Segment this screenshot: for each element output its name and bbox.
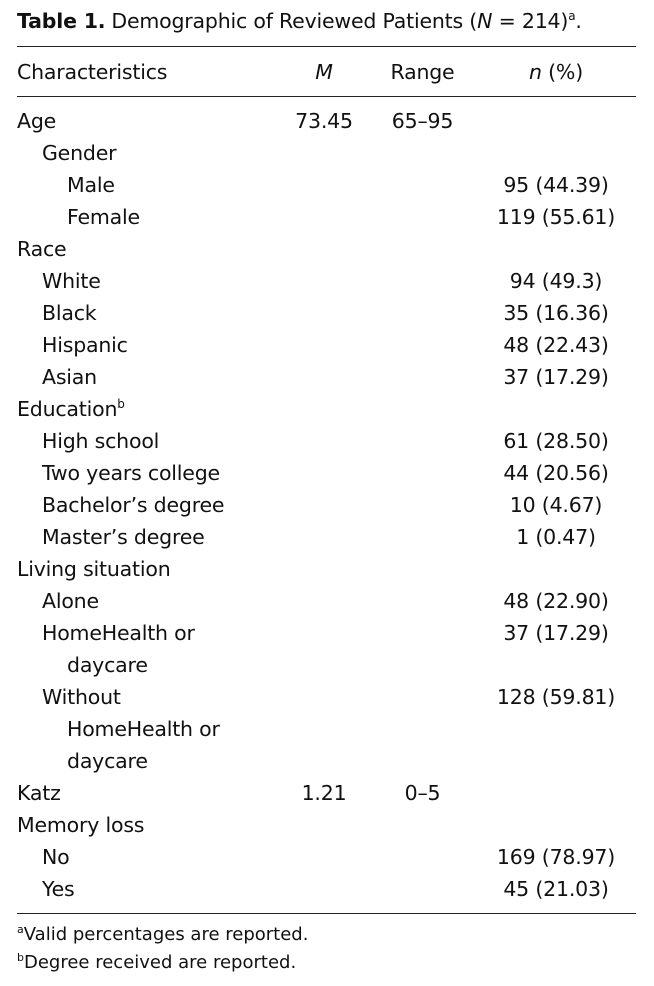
- row-n: 37 (17.29): [503, 621, 609, 645]
- row-label: Female: [67, 205, 140, 229]
- table-row: [17, 841, 636, 873]
- table-row: [17, 873, 636, 913]
- row-n: 10 (4.67): [509, 493, 603, 517]
- row-label: Katz: [17, 781, 61, 805]
- row-label: Bachelor’s degree: [42, 493, 225, 517]
- header-n-symbol: n: [529, 59, 542, 84]
- row-label: [17, 681, 279, 777]
- row-n: [476, 97, 636, 137]
- footnote-mark: a: [17, 923, 24, 936]
- row-n: 128 (59.81): [496, 685, 616, 709]
- row-n: 1 (0.47): [516, 525, 596, 549]
- table-row: [17, 265, 636, 297]
- table-label: Table 1.: [17, 9, 106, 33]
- table-row: [17, 425, 636, 457]
- table-row: [17, 97, 636, 137]
- row-label: Black: [42, 301, 97, 325]
- row-label: [17, 393, 279, 425]
- caption-end: .: [575, 9, 582, 33]
- row-n: 61 (28.50): [503, 429, 609, 453]
- row-label-line: HomeHealth or: [67, 717, 220, 741]
- table-row: [17, 521, 636, 553]
- row-label-line: daycare: [67, 653, 148, 677]
- header-n-percent: [476, 47, 636, 97]
- row-mean: 1.21: [301, 781, 347, 805]
- row-label-line: Without: [42, 685, 121, 709]
- row-mean: 73.45: [295, 109, 353, 133]
- table-row: [17, 457, 636, 489]
- row-label-line: HomeHealth or: [42, 621, 195, 645]
- table-row: [17, 233, 636, 265]
- row-n: 48 (22.90): [503, 589, 609, 613]
- caption-n-symbol: N: [477, 9, 493, 33]
- row-label: Living situation: [17, 557, 171, 581]
- row-label: [17, 617, 279, 681]
- header-row: [17, 47, 636, 97]
- row-label-text: Education: [17, 397, 118, 421]
- table-row: [17, 201, 636, 233]
- row-label: Two years college: [42, 461, 220, 485]
- demographics-table: [17, 47, 636, 913]
- table-row: [17, 361, 636, 393]
- table-row: [17, 169, 636, 201]
- table-row: [17, 329, 636, 361]
- footnote: [17, 921, 636, 949]
- table-row: [17, 809, 636, 841]
- row-n: 119 (55.61): [496, 205, 616, 229]
- table-row: [17, 297, 636, 329]
- table-footnotes: [17, 921, 636, 977]
- table-row: [17, 617, 636, 681]
- table-row: [17, 585, 636, 617]
- row-label: Master’s degree: [42, 525, 205, 549]
- row-label: Yes: [42, 877, 75, 901]
- row-label: No: [42, 845, 70, 869]
- row-range: 65–95: [391, 109, 454, 133]
- row-label: Memory loss: [17, 813, 145, 837]
- row-n: 48 (22.43): [503, 333, 609, 357]
- footnote-text: Valid percentages are reported.: [23, 924, 309, 945]
- table-row: [17, 777, 636, 809]
- row-label: Race: [17, 237, 67, 261]
- row-label: Hispanic: [42, 333, 128, 357]
- caption-text: Demographic of Reviewed Patients (: [111, 9, 478, 33]
- row-range: 0–5: [404, 781, 441, 805]
- row-label: Male: [67, 173, 115, 197]
- footnote-text: Degree received are reported.: [23, 952, 297, 973]
- row-label-line: daycare: [67, 749, 148, 773]
- caption-footnote-mark: a: [568, 9, 576, 23]
- row-label: High school: [42, 429, 160, 453]
- table-row: [17, 489, 636, 521]
- row-label: Alone: [42, 589, 99, 613]
- table-caption: [17, 6, 636, 46]
- row-label: Asian: [42, 365, 97, 389]
- row-n: 94 (49.3): [509, 269, 603, 293]
- header-mean: M: [315, 59, 333, 84]
- footnote-mark: b: [117, 397, 125, 411]
- table-row: [17, 393, 636, 425]
- row-n: 95 (44.39): [503, 173, 609, 197]
- table-row: [17, 137, 636, 169]
- row-label: White: [42, 269, 101, 293]
- row-n: 37 (17.29): [503, 365, 609, 389]
- row-label: Age: [17, 109, 57, 133]
- header-n-suffix: (%): [541, 59, 583, 84]
- row-n: 44 (20.56): [503, 461, 609, 485]
- bottom-rule: [17, 913, 636, 914]
- footnote-mark: b: [17, 951, 24, 964]
- row-n: 45 (21.03): [503, 877, 609, 901]
- header-characteristics: Characteristics: [17, 59, 168, 84]
- header-range: Range: [390, 59, 455, 84]
- row-n: 169 (78.97): [496, 845, 616, 869]
- table-row: [17, 553, 636, 585]
- table-row: [17, 681, 636, 777]
- footnote: [17, 949, 636, 977]
- row-label: Gender: [42, 141, 117, 165]
- row-n: 35 (16.36): [503, 301, 609, 325]
- caption-n-value: = 214): [492, 9, 569, 33]
